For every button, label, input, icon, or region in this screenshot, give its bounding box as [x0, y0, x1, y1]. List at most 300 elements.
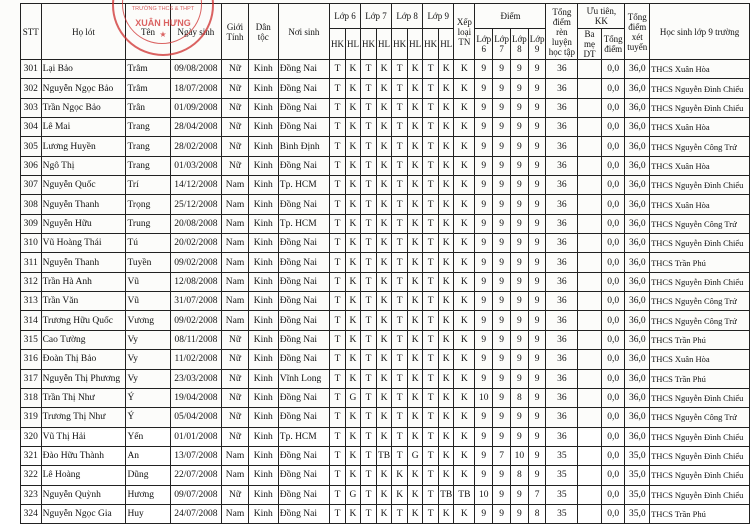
cell-diem-lop9: 9	[528, 369, 546, 388]
cell-ten: Vy	[126, 330, 170, 349]
cell-hl8: K	[408, 311, 423, 330]
cell-hk8: T	[392, 427, 408, 446]
cell-hk6: T	[329, 98, 345, 117]
cell-truong: THCS Trần Phú	[650, 504, 750, 523]
cell-tong-diem: 0,0	[601, 79, 625, 98]
cell-xep-loai: K	[454, 292, 475, 311]
cell-hl8: K	[408, 504, 423, 523]
cell-ho-lot: Nguyễn Ngọc Gia	[41, 504, 126, 523]
cell-ten: Trâm	[126, 60, 170, 79]
cell-hk6: T	[329, 176, 345, 195]
cell-tong-xet-tuyen: 36,0	[625, 118, 650, 137]
cell-hl6: K	[345, 137, 360, 156]
cell-ngay-sinh: 01/03/2008	[170, 156, 222, 175]
cell-stt: 318	[21, 388, 42, 407]
table-row	[21, 311, 750, 330]
cell-hl9: K	[439, 330, 454, 349]
cell-diem-lop7: 9	[493, 137, 511, 156]
cell-hk7: T	[360, 350, 376, 369]
cell-hl7: K	[376, 350, 391, 369]
cell-hk6: T	[329, 427, 345, 446]
cell-ten: Huy	[126, 504, 170, 523]
cell-noi-sinh: Đồng Nai	[278, 195, 329, 214]
cell-hl8: K	[408, 388, 423, 407]
cell-ngay-sinh: 08/11/2008	[170, 330, 222, 349]
cell-hl9: K	[439, 427, 454, 446]
cell-hl8: K	[408, 98, 423, 117]
cell-xep-loai: TB	[454, 485, 475, 504]
cell-truong: THCS Nguyễn Công Trứ	[650, 408, 750, 427]
cell-dan-toc: Kinh	[248, 311, 278, 330]
cell-hl8: K	[408, 272, 423, 291]
cell-hl7: K	[376, 388, 391, 407]
cell-diem-lop9: 9	[528, 60, 546, 79]
col-tong-diem-xet-tuyen: Tổng điểm xét tuyển	[625, 4, 650, 60]
cell-noi-sinh: Đồng Nai	[278, 446, 329, 465]
cell-hl9: K	[439, 292, 454, 311]
cell-diem-lop7: 9	[493, 485, 511, 504]
cell-xep-loai: K	[454, 446, 475, 465]
cell-ho-lot: Nguyễn Hữu	[41, 214, 126, 233]
cell-hl8: K	[408, 137, 423, 156]
cell-hl7: K	[376, 214, 391, 233]
cell-noi-sinh: Đồng Nai	[278, 330, 329, 349]
cell-hk9: T	[423, 504, 439, 523]
cell-tong-xet-tuyen: 35,0	[625, 466, 650, 485]
cell-diem-lop9: 9	[528, 98, 546, 117]
cell-hk9: T	[423, 234, 439, 253]
cell-ngay-sinh: 19/04/2008	[170, 388, 222, 407]
col-diem-lop8: Lớp 8	[510, 29, 528, 60]
cell-diem-lop8: 8	[510, 466, 528, 485]
cell-hk8: T	[392, 350, 408, 369]
cell-hl7: K	[376, 272, 391, 291]
cell-hk9: T	[423, 118, 439, 137]
cell-tong-diem: 0,0	[601, 176, 625, 195]
cell-diem-lop6: 9	[475, 408, 493, 427]
cell-xep-loai: K	[454, 311, 475, 330]
cell-hl7: K	[376, 330, 391, 349]
cell-diem-lop9: 9	[528, 330, 546, 349]
cell-truong: THCS Nguyễn Đình Chiểu	[650, 427, 750, 446]
cell-tong-xet-tuyen: 36,0	[625, 330, 650, 349]
col-hl8: HL	[408, 29, 423, 60]
cell-hk9: T	[423, 214, 439, 233]
cell-ngay-sinh: 18/07/2008	[170, 79, 222, 98]
cell-truong: THCS Nguyễn Công Trứ	[650, 137, 750, 156]
cell-hl9: K	[439, 156, 454, 175]
cell-noi-sinh: Tp. HCM	[278, 427, 329, 446]
cell-hl7: K	[376, 369, 391, 388]
cell-dan-toc: Kinh	[248, 408, 278, 427]
cell-noi-sinh: Đồng Nai	[278, 466, 329, 485]
cell-hl9: K	[439, 60, 454, 79]
cell-hl6: K	[345, 195, 360, 214]
cell-diem-lop8: 9	[510, 485, 528, 504]
cell-ba-me-dt	[578, 446, 602, 465]
cell-tong-xet-tuyen: 36,0	[625, 214, 650, 233]
cell-hl8: K	[408, 330, 423, 349]
cell-diem-lop9: 9	[528, 234, 546, 253]
cell-ho-lot: Đào Hữu Thành	[41, 446, 126, 465]
cell-hl9: K	[439, 311, 454, 330]
cell-diem-lop7: 9	[493, 408, 511, 427]
cell-dan-toc: Kinh	[248, 292, 278, 311]
cell-ngay-sinh: 31/07/2008	[170, 292, 222, 311]
cell-dan-toc: Kinh	[248, 60, 278, 79]
cell-diem-lop7: 7	[493, 446, 511, 465]
cell-xep-loai: K	[454, 272, 475, 291]
cell-hl6: K	[345, 214, 360, 233]
cell-diem-lop8: 9	[510, 311, 528, 330]
cell-diem-lop7: 9	[493, 253, 511, 272]
cell-hk8: T	[392, 330, 408, 349]
cell-diem-lop6: 9	[475, 369, 493, 388]
cell-dan-toc: Kinh	[248, 79, 278, 98]
cell-diem-lop6: 9	[475, 330, 493, 349]
cell-gioi-tinh: Nam	[222, 292, 249, 311]
cell-xep-loai: K	[454, 176, 475, 195]
cell-noi-sinh: Đồng Nai	[278, 156, 329, 175]
cell-hl9: K	[439, 253, 454, 272]
cell-tong-ren-luyen: 35	[546, 446, 578, 465]
cell-hk9: T	[423, 253, 439, 272]
cell-dan-toc: Kinh	[248, 485, 278, 504]
col-gioi-tinh: Giới Tính	[222, 4, 249, 60]
cell-hk9: T	[423, 350, 439, 369]
cell-ngay-sinh: 20/08/2008	[170, 214, 222, 233]
cell-hl9: K	[439, 176, 454, 195]
cell-noi-sinh: Đồng Nai	[278, 253, 329, 272]
table-row	[21, 485, 750, 504]
col-tong-diem-ren-luyen: Tổng điểm rèn luyện học tập	[546, 4, 578, 60]
cell-truong: THCS Nguyễn Đình Chiểu	[650, 466, 750, 485]
cell-diem-lop9: 9	[528, 176, 546, 195]
cell-hl6: K	[345, 156, 360, 175]
cell-diem-lop9: 9	[528, 79, 546, 98]
table-row	[21, 466, 750, 485]
cell-diem-lop7: 9	[493, 330, 511, 349]
cell-ngay-sinh: 09/07/2008	[170, 485, 222, 504]
stamp-school-name: XUÂN HƯNG	[135, 18, 191, 28]
cell-dan-toc: Kinh	[248, 466, 278, 485]
cell-tong-diem: 0,0	[601, 253, 625, 272]
cell-stt: 303	[21, 98, 42, 117]
cell-tong-ren-luyen: 36	[546, 350, 578, 369]
cell-hl7: K	[376, 292, 391, 311]
cell-noi-sinh: Đồng Nai	[278, 118, 329, 137]
cell-ba-me-dt	[578, 388, 602, 407]
cell-hl7: K	[376, 176, 391, 195]
cell-ba-me-dt	[578, 214, 602, 233]
cell-noi-sinh: Vĩnh Long	[278, 369, 329, 388]
cell-diem-lop7: 9	[493, 427, 511, 446]
cell-hl9: K	[439, 369, 454, 388]
cell-ten: An	[126, 446, 170, 465]
cell-hl9: TB	[439, 485, 454, 504]
cell-diem-lop8: 9	[510, 408, 528, 427]
cell-hk9: T	[423, 98, 439, 117]
cell-hk9: T	[423, 79, 439, 98]
cell-stt: 304	[21, 118, 42, 137]
cell-ten: Trang	[126, 156, 170, 175]
col-stt: STT	[21, 4, 42, 60]
cell-gioi-tinh: Nữ	[222, 79, 249, 98]
cell-gioi-tinh: Nam	[222, 176, 249, 195]
table-row	[21, 234, 750, 253]
cell-diem-lop6: 9	[475, 427, 493, 446]
cell-diem-lop7: 9	[493, 79, 511, 98]
cell-hl7: K	[376, 60, 391, 79]
cell-ho-lot: Nguyễn Ngọc Bảo	[41, 79, 126, 98]
cell-hk8: T	[392, 156, 408, 175]
cell-ho-lot: Cao Tường	[41, 330, 126, 349]
table-row	[21, 408, 750, 427]
table-row	[21, 330, 750, 349]
cell-diem-lop9: 9	[528, 466, 546, 485]
cell-truong: THCS Xuân Hòa	[650, 60, 750, 79]
table-row	[21, 214, 750, 233]
cell-ba-me-dt	[578, 466, 602, 485]
table-row	[21, 350, 750, 369]
cell-gioi-tinh: Nam	[222, 466, 249, 485]
cell-hl6: K	[345, 350, 360, 369]
cell-stt: 305	[21, 137, 42, 156]
cell-hk8: K	[392, 485, 408, 504]
cell-hl7: K	[376, 137, 391, 156]
cell-dan-toc: Kinh	[248, 214, 278, 233]
cell-diem-lop8: 9	[510, 350, 528, 369]
cell-hk8: T	[392, 292, 408, 311]
cell-dan-toc: Kinh	[248, 330, 278, 349]
cell-tong-diem: 0,0	[601, 504, 625, 523]
cell-gioi-tinh: Nữ	[222, 98, 249, 117]
cell-hk7: T	[360, 292, 376, 311]
cell-tong-diem: 0,0	[601, 427, 625, 446]
cell-diem-lop9: 9	[528, 253, 546, 272]
cell-stt: 311	[21, 253, 42, 272]
cell-hk9: T	[423, 195, 439, 214]
cell-hl6: K	[345, 98, 360, 117]
table-row	[21, 253, 750, 272]
cell-diem-lop7: 9	[493, 292, 511, 311]
cell-hk7: T	[360, 253, 376, 272]
cell-hl6: K	[345, 369, 360, 388]
cell-diem-lop9: 8	[528, 504, 546, 523]
cell-hk8: T	[392, 408, 408, 427]
cell-ba-me-dt	[578, 504, 602, 523]
cell-noi-sinh: Đồng Nai	[278, 60, 329, 79]
cell-ho-lot: Vũ Hoàng Thái	[41, 234, 126, 253]
cell-hl8: K	[408, 485, 423, 504]
cell-hk6: T	[329, 118, 345, 137]
cell-diem-lop6: 10	[475, 388, 493, 407]
col-diem-lop7: Lớp 7	[493, 29, 511, 60]
cell-diem-lop7: 9	[493, 60, 511, 79]
cell-diem-lop9: 9	[528, 408, 546, 427]
col-xep-loai: Xếp loại TN	[454, 4, 475, 60]
cell-hl8: K	[408, 60, 423, 79]
cell-xep-loai: K	[454, 234, 475, 253]
cell-noi-sinh: Đồng Nai	[278, 504, 329, 523]
cell-hl9: K	[439, 137, 454, 156]
cell-ba-me-dt	[578, 137, 602, 156]
cell-hk9: T	[423, 330, 439, 349]
cell-noi-sinh: Tp. HCM	[278, 176, 329, 195]
col-lop7: Lớp 7	[360, 4, 391, 29]
cell-ten: Trí	[126, 176, 170, 195]
col-hl7: HL	[376, 29, 391, 60]
table-row	[21, 137, 750, 156]
cell-diem-lop6: 9	[475, 98, 493, 117]
col-ten: Tên	[126, 4, 170, 60]
cell-ba-me-dt	[578, 311, 602, 330]
col-tong-diem: Tổng điểm	[601, 29, 625, 60]
cell-ten: Dũng	[126, 466, 170, 485]
cell-xep-loai: K	[454, 118, 475, 137]
cell-diem-lop9: 9	[528, 272, 546, 291]
cell-ten: Trang	[126, 118, 170, 137]
cell-gioi-tinh: Nam	[222, 504, 249, 523]
cell-tong-ren-luyen: 36	[546, 195, 578, 214]
cell-tong-diem: 0,0	[601, 388, 625, 407]
student-roster-table	[20, 3, 750, 524]
cell-diem-lop7: 9	[493, 118, 511, 137]
cell-stt: 306	[21, 156, 42, 175]
cell-ba-me-dt	[578, 408, 602, 427]
cell-hk8: T	[392, 195, 408, 214]
cell-hk6: T	[329, 292, 345, 311]
cell-tong-diem: 0,0	[601, 408, 625, 427]
cell-diem-lop9: 9	[528, 292, 546, 311]
cell-tong-ren-luyen: 36	[546, 156, 578, 175]
cell-diem-lop7: 9	[493, 388, 511, 407]
cell-hk6: T	[329, 234, 345, 253]
cell-hl8: K	[408, 253, 423, 272]
cell-diem-lop8: 9	[510, 292, 528, 311]
cell-stt: 310	[21, 234, 42, 253]
cell-tong-diem: 0,0	[601, 60, 625, 79]
cell-ba-me-dt	[578, 176, 602, 195]
cell-tong-ren-luyen: 36	[546, 60, 578, 79]
col-lop6: Lớp 6	[329, 4, 360, 29]
table-row	[21, 195, 750, 214]
cell-hl8: K	[408, 156, 423, 175]
cell-ho-lot: Nguyễn Thị Phương	[41, 369, 126, 388]
cell-hl9: K	[439, 408, 454, 427]
cell-hl8: K	[408, 369, 423, 388]
cell-ngay-sinh: 13/07/2008	[170, 446, 222, 465]
cell-hl7: K	[376, 234, 391, 253]
cell-hk7: T	[360, 214, 376, 233]
cell-tong-xet-tuyen: 36,0	[625, 272, 650, 291]
cell-ho-lot: Trần Văn	[41, 292, 126, 311]
cell-diem-lop6: 9	[475, 253, 493, 272]
cell-diem-lop7: 9	[493, 369, 511, 388]
cell-truong: THCS Nguyễn Công Trứ	[650, 214, 750, 233]
cell-ten: Hương	[126, 485, 170, 504]
cell-hl6: G	[345, 485, 360, 504]
cell-tong-ren-luyen: 36	[546, 330, 578, 349]
cell-diem-lop8: 9	[510, 118, 528, 137]
cell-hk7: T	[360, 446, 376, 465]
cell-hk6: T	[329, 504, 345, 523]
cell-noi-sinh: Đồng Nai	[278, 408, 329, 427]
cell-hk8: T	[392, 98, 408, 117]
cell-diem-lop6: 9	[475, 156, 493, 175]
cell-gioi-tinh: Nữ	[222, 330, 249, 349]
cell-noi-sinh: Đồng Nai	[278, 292, 329, 311]
cell-ho-lot: Trần Ngọc Bảo	[41, 98, 126, 117]
cell-hk6: T	[329, 195, 345, 214]
cell-hl6: K	[345, 60, 360, 79]
cell-ten: Ý	[126, 408, 170, 427]
cell-hl9: K	[439, 350, 454, 369]
cell-diem-lop8: 9	[510, 137, 528, 156]
cell-stt: 314	[21, 311, 42, 330]
cell-hk7: T	[360, 388, 376, 407]
cell-ho-lot: Nguyễn Quốc	[41, 176, 126, 195]
cell-ngay-sinh: 14/12/2008	[170, 176, 222, 195]
cell-hl7: K	[376, 408, 391, 427]
cell-tong-xet-tuyen: 35,0	[625, 504, 650, 523]
cell-tong-xet-tuyen: 36,0	[625, 292, 650, 311]
cell-ho-lot: Trần Hà Anh	[41, 272, 126, 291]
cell-hk9: T	[423, 311, 439, 330]
cell-ho-lot: Đoàn Thị Bảo	[41, 350, 126, 369]
cell-hk7: T	[360, 427, 376, 446]
table-row	[21, 79, 750, 98]
cell-hl7: K	[376, 311, 391, 330]
cell-hl9: K	[439, 195, 454, 214]
cell-hk7: T	[360, 60, 376, 79]
cell-hk7: T	[360, 466, 376, 485]
cell-diem-lop9: 9	[528, 311, 546, 330]
cell-ho-lot: Nguyễn Thanh	[41, 253, 126, 272]
cell-tong-ren-luyen: 36	[546, 369, 578, 388]
cell-ten: Vy	[126, 350, 170, 369]
cell-hl9: K	[439, 504, 454, 523]
cell-hl7: K	[376, 253, 391, 272]
cell-hk6: T	[329, 272, 345, 291]
cell-truong: THCS Nguyễn Đình Chiểu	[650, 272, 750, 291]
cell-ten: Trân	[126, 98, 170, 117]
cell-hl8: K	[408, 195, 423, 214]
cell-tong-ren-luyen: 36	[546, 408, 578, 427]
cell-diem-lop8: 9	[510, 272, 528, 291]
cell-hl8: K	[408, 466, 423, 485]
cell-tong-diem: 0,0	[601, 214, 625, 233]
cell-hk7: T	[360, 330, 376, 349]
cell-noi-sinh: Đồng Nai	[278, 234, 329, 253]
cell-truong: THCS Trần Phú	[650, 253, 750, 272]
table-row	[21, 292, 750, 311]
cell-ten: Vũ	[126, 292, 170, 311]
cell-hl8: K	[408, 350, 423, 369]
cell-dan-toc: Kinh	[248, 234, 278, 253]
cell-ten: Vũ	[126, 272, 170, 291]
cell-ngay-sinh: 01/01/2008	[170, 427, 222, 446]
cell-ho-lot: Trần Thị Như	[41, 388, 126, 407]
cell-diem-lop7: 9	[493, 311, 511, 330]
table-row	[21, 369, 750, 388]
cell-diem-lop8: 10	[510, 446, 528, 465]
cell-gioi-tinh: Nữ	[222, 485, 249, 504]
cell-hk9: T	[423, 137, 439, 156]
cell-ten: Ý	[126, 388, 170, 407]
cell-tong-ren-luyen: 36	[546, 79, 578, 98]
cell-hk7: T	[360, 311, 376, 330]
